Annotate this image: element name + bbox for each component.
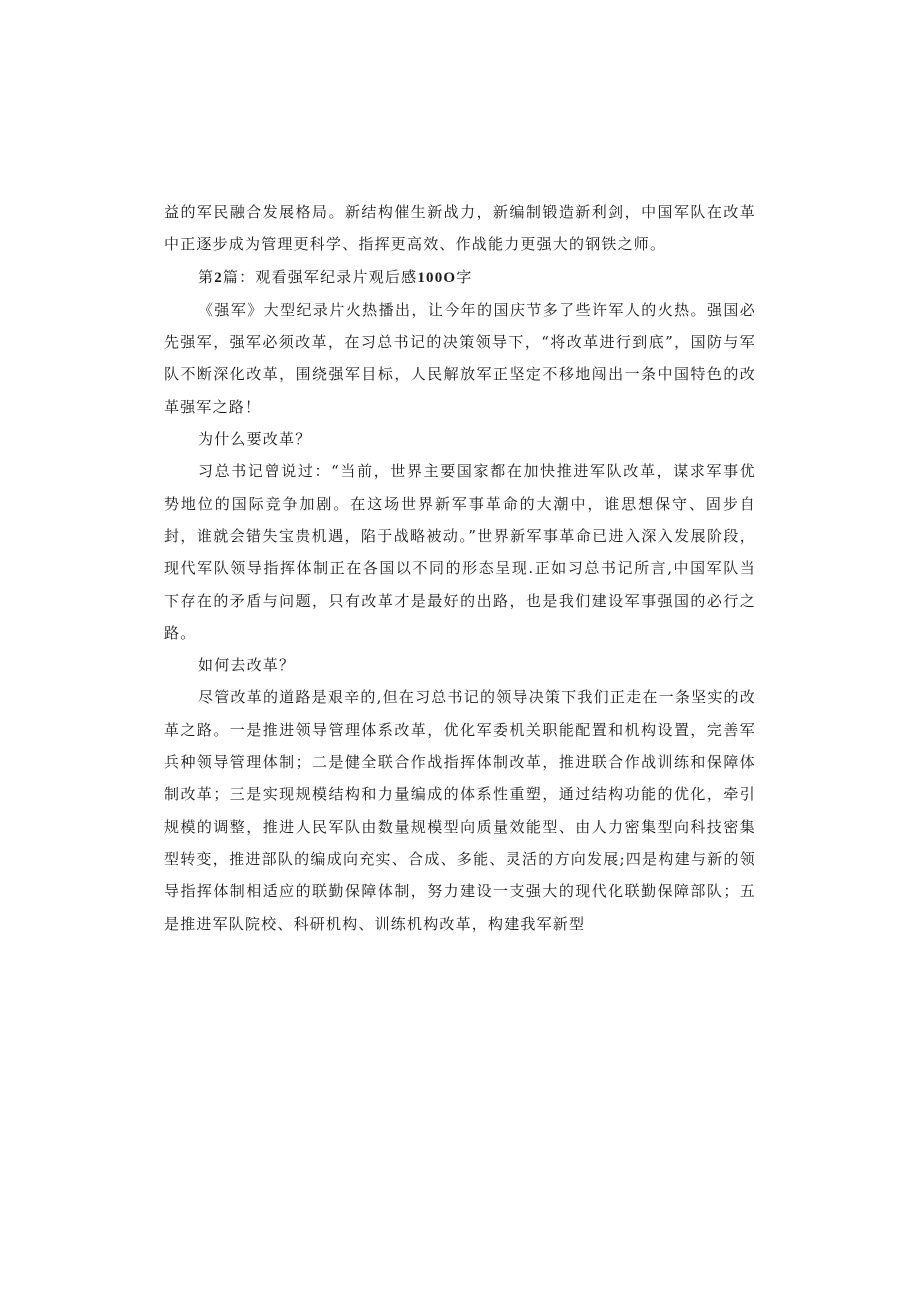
paragraph-intro: 《强军》大型纪录片火热播出，让今年的国庆节多了些许军人的火热。强国必先强军，强军必须改革，在习总书记的决策领导下，“将改革进行到底”，国防与军队不断深化改革，围绕强军目标，人民解放军正坚定不移地闯出一条中国特色的改革强军之路！ <box>164 300 756 416</box>
title-prefix: 第 <box>198 267 215 286</box>
paragraph-how: 尽管改革的道路是艰辛的,但在习总书记的领导决策下我们正走在一条坚实的改革之路。一是推进领导管理体系改革，优化军委机关职能配置和机构设置，完善军兵种领导管理体制；二是健全联合作战指挥体制改革，推进联合作战训练和保障体制改革；三是实现规模结构和力量编成的体系性重塑，通过结构功能的优化，牵引规模的调整，推进人民军队由数量规模型向质量效能型、由人力密集型向科技密集型转变，推进部队的编成向充实、合成、多能、灵活的方向发展;四是构建与新的领导指挥体制相适应的联勤保障体制，努力建设一支强大的现代化联勤保障部队；五是推进军队院校、科研机构、训练机构改革，构建我军新型 <box>164 688 756 933</box>
paragraph-why: 习总书记曾说过：“当前，世界主要国家都在加快推进军队改革，谋求军事优势地位的国际竞争加剧。在这场世界新军事革命的大潮中，谁思想保守、固步自封，谁就会错失宝贵机遇，陷于战略被动。”世界新军事革命已进入深入发展阶段，现代军队领导指挥体制正在各国以不同的形态呈现.正如习总书记所言,中国军队当下存在的矛盾与问题，只有改革才是最好的出路，也是我们建设军事强国的必行之路。 <box>164 462 756 642</box>
article-title <box>164 261 756 294</box>
section-heading-why: 为什么要改革？ <box>198 430 312 449</box>
title-text: 篇：观看强军纪录片观后感 <box>222 267 418 286</box>
section-heading-how: 如何去改革？ <box>198 656 296 675</box>
title-word-count: 100O <box>417 269 457 286</box>
paragraph-continuation: 益的军民融合发展格局。新结构催生新战力，新编制锻造新利剑，中国军队在改革中正逐步成为管理更科学、指挥更高效、作战能力更强大的钢铁之师。 <box>164 203 756 254</box>
title-suffix: 字 <box>456 267 473 286</box>
document-body <box>164 196 756 940</box>
title-number: 2 <box>214 269 223 286</box>
